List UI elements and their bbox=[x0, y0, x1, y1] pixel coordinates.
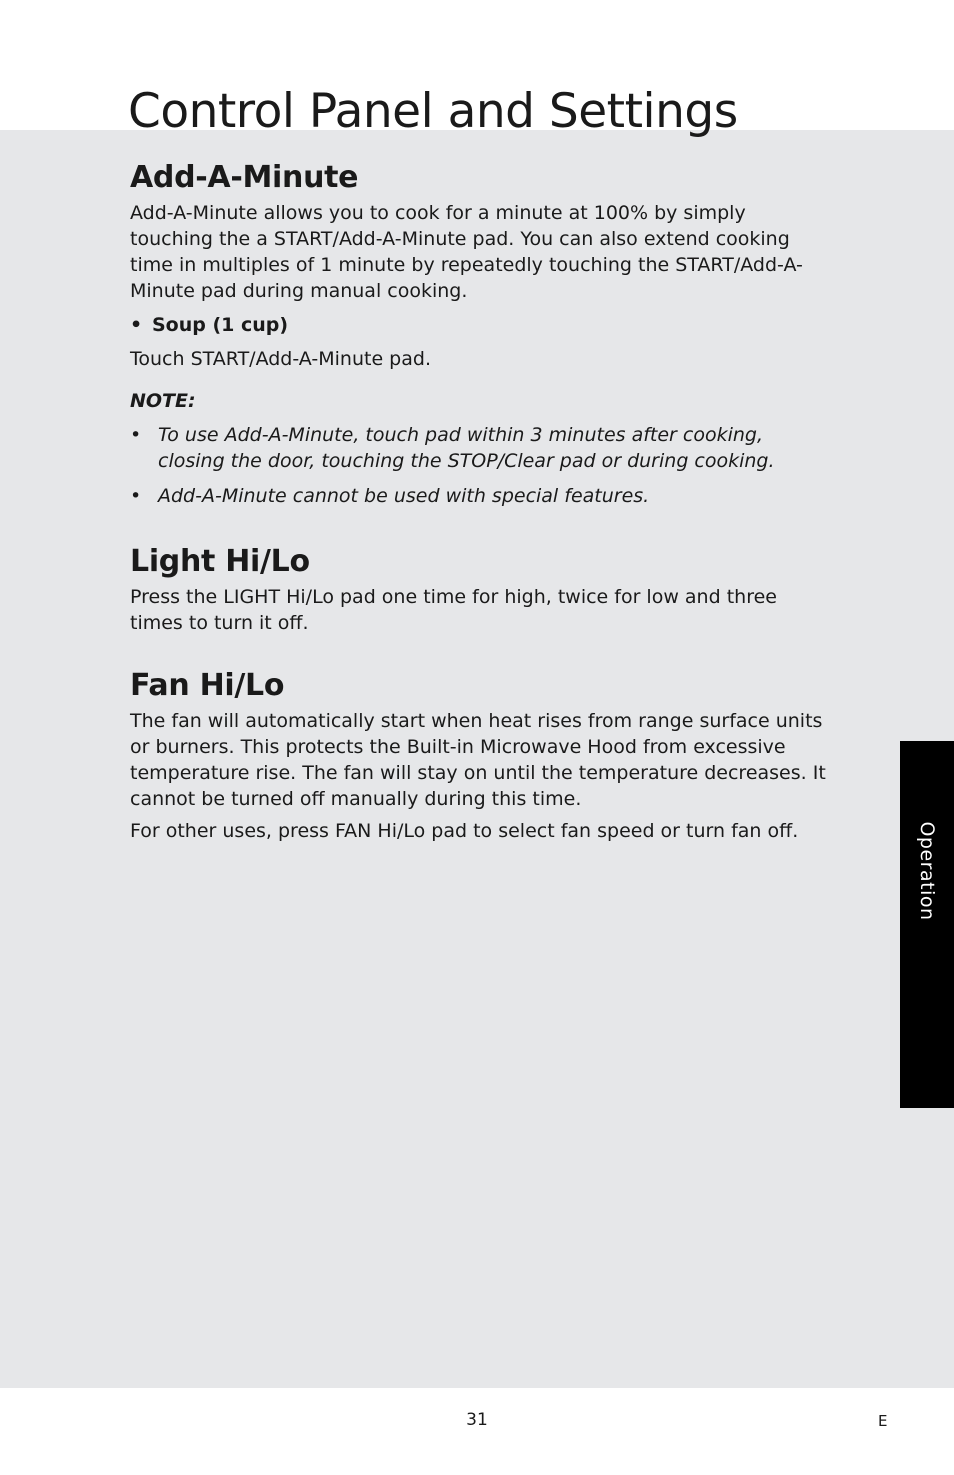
bullet-marker: • bbox=[130, 424, 142, 446]
section-heading-fan: Fan Hi/Lo bbox=[130, 668, 285, 703]
add-a-minute-description: Add-A-Minute allows you to cook for a minute at 100% by simply touching the a START/Add-A-Minute pad. You can also extend cooking time in multiples of 1 minute by repeatedly touching the START/Add-A-Minute pad during manual cooking. bbox=[130, 202, 803, 302]
note-item-text: To use Add-A-Minute, touch pad within 3 minutes after cooking, closing the door, touching the STOP/Clear pad or during cooking. bbox=[158, 424, 775, 472]
fan-other-uses: For other uses, press FAN Hi/Lo pad to select fan speed or turn fan off. bbox=[130, 820, 799, 842]
main-content bbox=[130, 160, 830, 850]
light-description: Press the LIGHT Hi/Lo pad one time for high, twice for low and three times to turn it off. bbox=[130, 586, 777, 634]
side-tab-label: Operation bbox=[916, 821, 938, 921]
note-item bbox=[130, 422, 830, 474]
example-bullet bbox=[130, 312, 830, 338]
fan-description: The fan will automatically start when heat rises from range surface units or burners. This protects the Built-in Microwave Hood from excessive temperature rise. The fan will stay on until the temperature decreases. It cannot be turned off manually during this time. bbox=[130, 710, 826, 810]
bullet-marker: • bbox=[130, 485, 142, 507]
bullet-marker: • bbox=[130, 314, 143, 336]
section-light bbox=[130, 544, 830, 636]
note-list bbox=[130, 422, 830, 509]
page-number: 31 bbox=[466, 1410, 488, 1430]
side-tab-operation bbox=[900, 741, 954, 1108]
section-heading-light: Light Hi/Lo bbox=[130, 544, 310, 579]
note-item-text: Add-A-Minute cannot be used with special features. bbox=[158, 485, 650, 507]
language-mark: E bbox=[878, 1412, 888, 1430]
note-label: NOTE: bbox=[130, 390, 196, 412]
section-fan bbox=[130, 668, 830, 844]
page-title: Control Panel and Settings bbox=[128, 84, 738, 139]
note-item bbox=[130, 483, 830, 509]
example-instruction: Touch START/Add-A-Minute pad. bbox=[130, 348, 431, 370]
section-spacer bbox=[130, 642, 830, 668]
section-add-a-minute bbox=[130, 160, 830, 509]
section-spacer bbox=[130, 518, 830, 544]
example-bullet-text: Soup (1 cup) bbox=[152, 314, 289, 336]
section-heading-add-a-minute: Add-A-Minute bbox=[130, 160, 359, 195]
